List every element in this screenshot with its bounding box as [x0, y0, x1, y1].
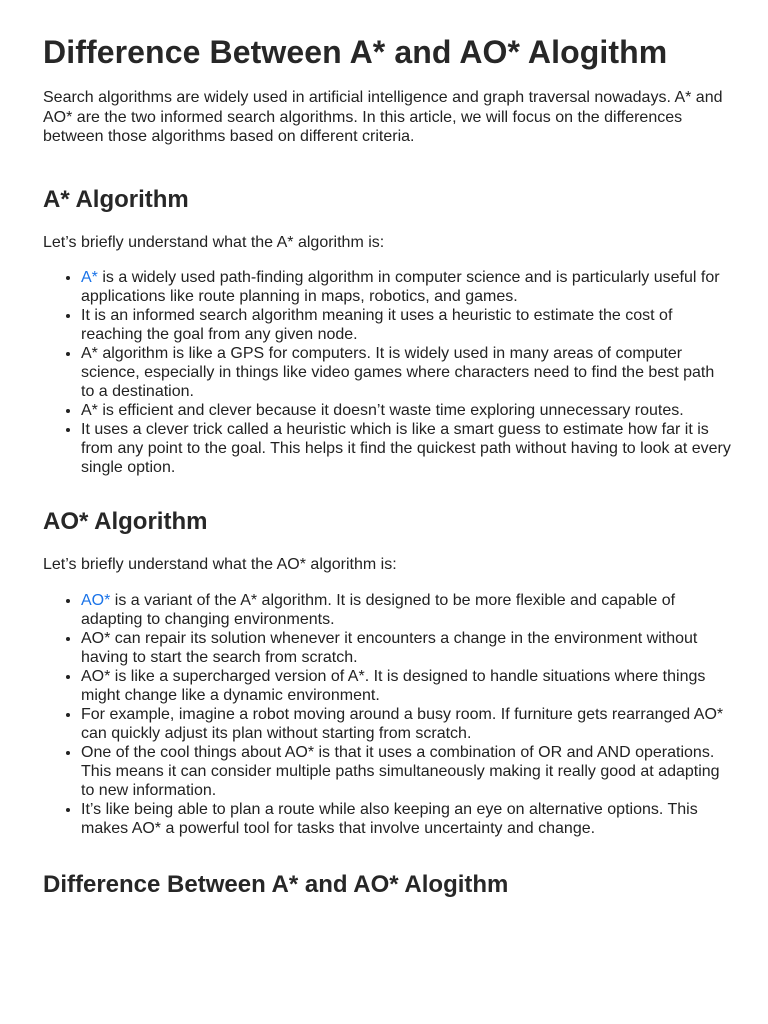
list-item: • AO* can repair its solution whenever it encounters a change in the environment without having to start the search from scratch. — [81, 629, 732, 667]
list-item: • For example, imagine a robot moving around a busy room. If furniture gets rearranged AO* can quickly adjust its plan without starting from scratch. — [81, 705, 732, 743]
aostar-link[interactable]: AO* — [81, 591, 111, 609]
astar-section-heading: A* Algorithm — [43, 185, 189, 213]
list-item — [81, 268, 732, 306]
difference-section-heading: Difference Between A* and AO* Alogithm — [43, 870, 509, 898]
list-item-text: is a variant of the A* algorithm. It is designed to be more flexible and capable of adapting to changing environments. — [81, 591, 676, 628]
list-item — [81, 591, 732, 629]
list-item: • A* is efficient and clever because it doesn’t waste time exploring unnecessary routes. — [81, 401, 732, 420]
aostar-section-heading: AO* Algorithm — [43, 508, 208, 535]
astar-link[interactable]: A* — [81, 269, 98, 286]
astar-lead-text: Let’s briefly understand what the A* algorithm is: — [43, 233, 385, 251]
astar-bullet-list — [43, 268, 732, 477]
list-item-text: is a widely used path-finding algorithm in computer science and is particularly useful for applications like route planning in maps, robotics, and games. — [81, 269, 720, 305]
list-item: • AO* is like a supercharged version of A*. It is designed to handle situations where things might change like a dynamic environment. — [81, 667, 732, 705]
list-item: • A* algorithm is like a GPS for computers. It is widely used in many areas of computer science, especially in things like video games where characters need to find the best path to a destination. — [81, 344, 732, 401]
aostar-lead-text: Let’s briefly understand what the AO* algorithm is: — [43, 556, 397, 573]
list-item: • It’s like being able to plan a route while also keeping an eye on alternative options. This makes AO* a powerful tool for tasks that involve uncertainty and change. — [81, 800, 732, 838]
list-item: • One of the cool things about AO* is that it uses a combination of OR and AND operations. This means it can consider multiple paths simultaneously making it really good at adapting to new information. — [81, 743, 732, 800]
list-item: • It uses a clever trick called a heuristic which is like a smart guess to estimate how far it is from any point to the goal. This helps it find the quickest path without having to look at every single option. — [81, 420, 732, 477]
intro-paragraph: Search algorithms are widely used in artificial intelligence and graph traversal nowadays. A* and AO* are the two informed search algorithms. In this article, we will focus on the differences between those algorithms based on different criteria. — [43, 89, 723, 145]
aostar-bullet-list — [43, 591, 732, 838]
page-title: Difference Between A* and AO* Alogithm — [43, 34, 668, 70]
list-item: • It is an informed search algorithm meaning it uses a heuristic to estimate the cost of reaching the goal from any given node. — [81, 306, 732, 344]
